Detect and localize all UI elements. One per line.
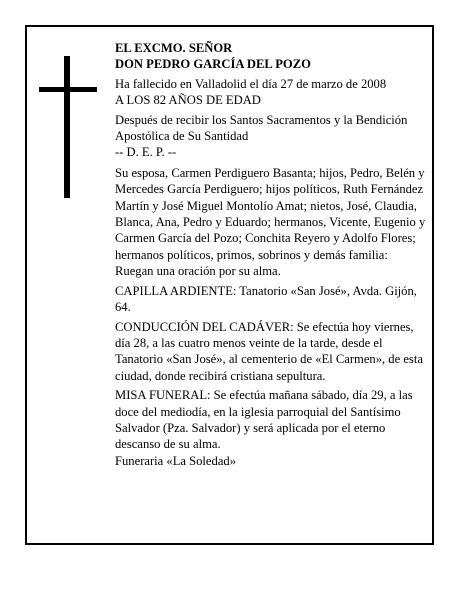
sacraments-text: Después de recibir los Santos Sacramentos y la Bendición Apostólica de Su Santidad	[115, 112, 408, 144]
notice-body	[115, 40, 427, 469]
age-line: A LOS 82 AÑOS DE EDAD	[115, 93, 261, 108]
rip-line: -- D. E. P. --	[115, 145, 177, 160]
procession-info: CONDUCCIÓN DEL CADÁVER: Se efectúa hoy viernes, día 28, a las cuatro menos veinte de la tarde, desde el Tanatorio «San José», al cementerio de «El Carmen», de esta ciudad, donde recibirá cristiana sepultura.	[115, 319, 423, 383]
cross-vertical-bar	[64, 56, 70, 198]
chapel-info: CAPILLA ARDIENTE: Tanatorio «San José», Avda. Gijón, 64.	[115, 283, 417, 315]
deceased-name: DON PEDRO GARCÍA DEL POZO	[115, 57, 311, 72]
cross-icon	[39, 56, 97, 198]
death-info: Ha fallecido en Valladolid el día 27 de marzo de 2008	[115, 76, 387, 91]
cross-horizontal-bar	[39, 87, 97, 92]
deceased-title: EL EXCMO. SEÑOR	[115, 41, 233, 55]
prayer-request: Ruegan una oración por su alma.	[115, 264, 281, 279]
obituary-notice	[25, 25, 434, 545]
funeral-home: Funeraria «La Soledad»	[115, 453, 236, 468]
mass-info: MISA FUNERAL: Se efectúa mañana sábado, día 29, a las doce del mediodía, en la iglesia parroquial del Santísimo Salvador (Pza. Salvador) y será aplicada por el eterno descanso de su alma.	[115, 388, 413, 452]
family-list: Su esposa, Carmen Perdiguero Basanta; hijos, Pedro, Belén y Mercedes García Perdiguero; hijos políticos, Ruth Fernández Martín y José Miguel Montolío Amat; nietos, José, Claudia, Blanca, Ana, Pedro y Eduardo; hermanos, Vicente, Eugenio y Carmen García del Pozo; Conchita Reyero y Adolfo Flores; hermanos políticos, primos, sobrinos y demás familia:	[115, 165, 426, 262]
